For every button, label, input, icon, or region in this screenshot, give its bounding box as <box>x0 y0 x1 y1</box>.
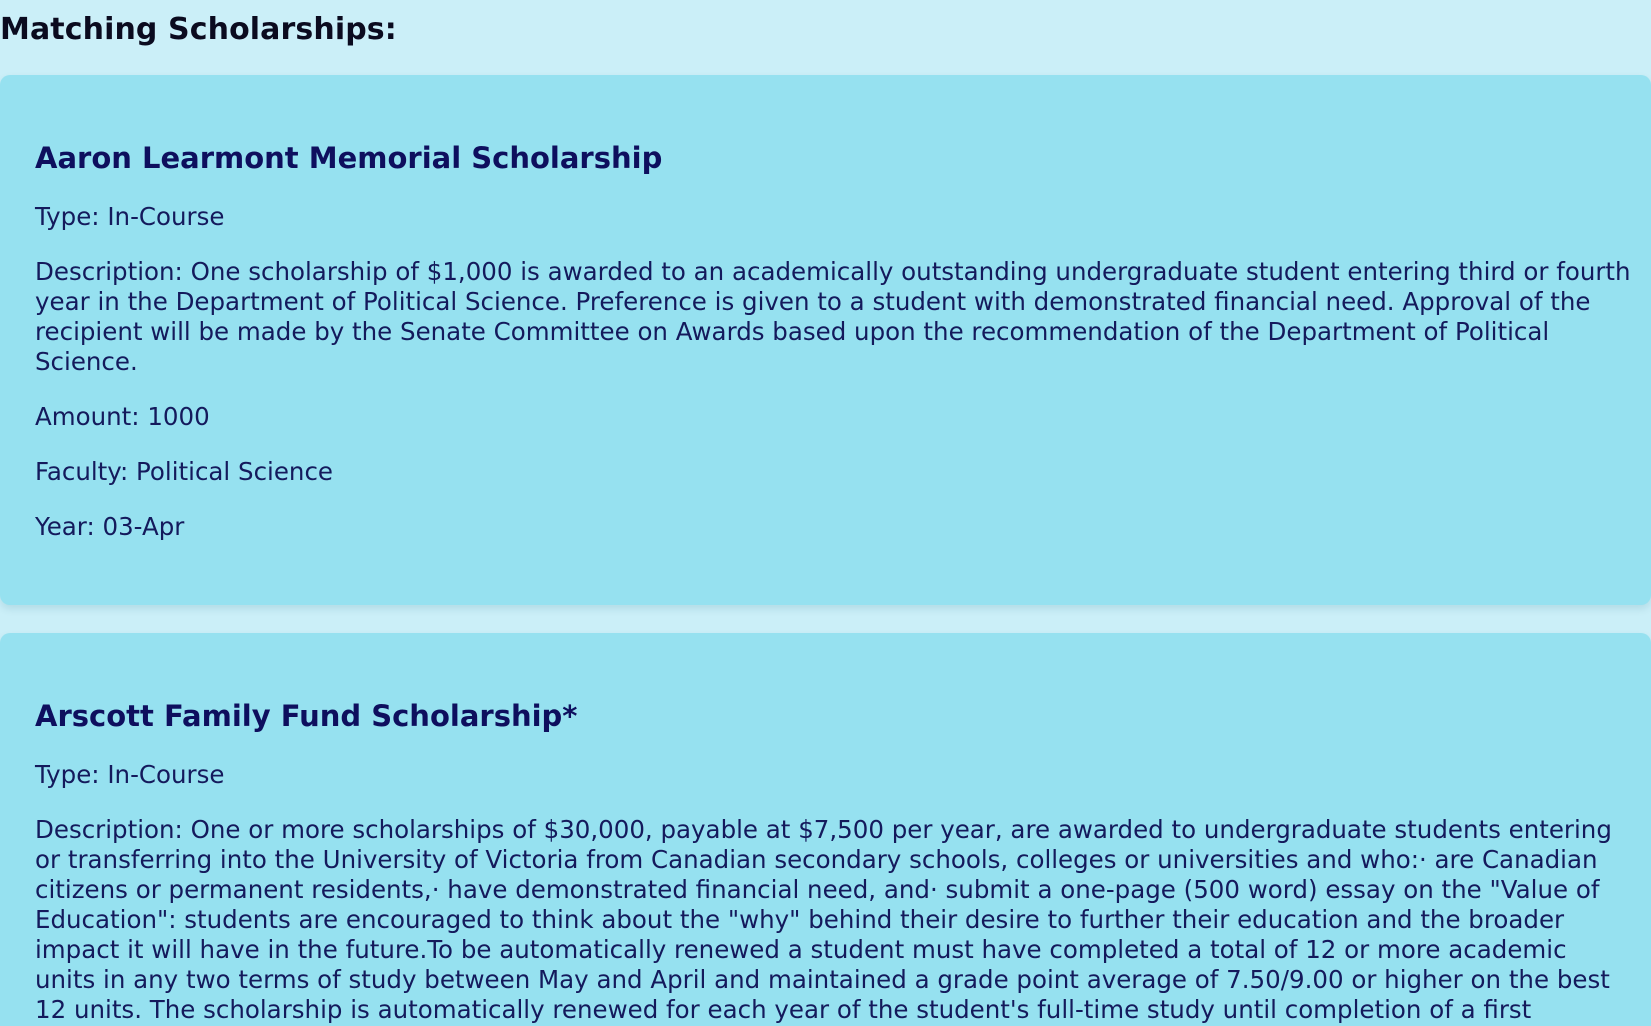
scholarship-description: Description: One scholarship of $1,000 is awarded to an academically outstanding undergraduate student entering third or fourth year in the Department of Political Science. Preference is given to a student with demonstrated financial need. Approval of the recipient will be made by the Senate Committee on Awards based upon the recommendation of the Department of Political Science. <box>35 257 1631 376</box>
scholarship-card <box>0 75 1651 605</box>
page-title: Matching Scholarships: <box>0 12 397 47</box>
scholarship-title: Arscott Family Fund Scholarship* <box>35 699 578 733</box>
scholarship-card <box>0 633 1651 1026</box>
scholarship-year: Year: 03-Apr <box>35 512 185 541</box>
scholarship-title: Aaron Learmont Memorial Scholarship <box>35 141 663 175</box>
scholarship-faculty: Faculty: Political Science <box>35 457 333 486</box>
scholarship-type: Type: In-Course <box>35 760 225 789</box>
scholarship-description: Description: One or more scholarships of $30,000, payable at $7,500 per year, are awarded to undergraduate students entering or transferring into the University of Victoria from Canadian secondary schools, colleges or universities and who:· are Canadian citizens or permanent residents,· have demonstrated financial need, and· submit a one-page (500 word) essay on the "Value of Education": students are encouraged to think about the "why" behind their desire to further their education and the broader impact it will have in the future.To be automatically renewed a student must have completed a total of 12 or more academic units in any two terms of study between May and April and maintained a grade point average of 7.50/9.00 or higher on the best 12 units. The scholarship is automatically renewed for each year of the student's full-time study until completion of a first <box>35 815 1612 1024</box>
scholarship-type: Type: In-Course <box>35 202 225 231</box>
scholarship-amount: Amount: 1000 <box>35 402 210 431</box>
